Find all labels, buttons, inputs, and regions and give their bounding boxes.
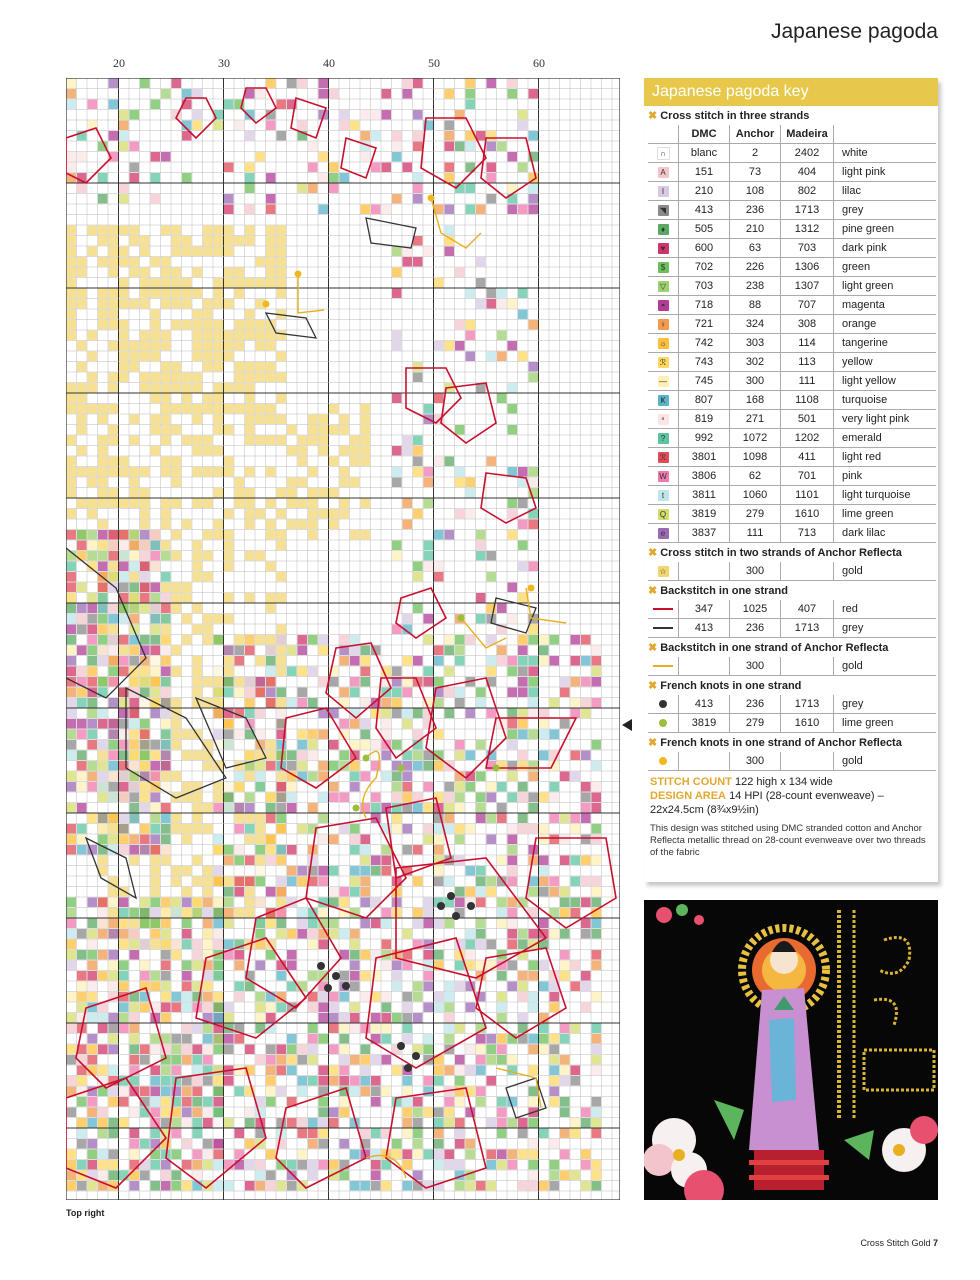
key-section-heading [644, 543, 938, 562]
key-symbol [648, 315, 679, 334]
key-section-title: French knots in one strand of Anchor Reflecta [660, 737, 902, 749]
key-madeira-code: 703 [781, 239, 834, 258]
key-table [648, 125, 936, 543]
symbol-swatch-icon: ♀ [658, 319, 669, 330]
key-anchor-code: 236 [730, 695, 781, 714]
key-madeira-code: 1108 [781, 391, 834, 410]
key-symbol [648, 391, 679, 410]
key-symbol [648, 372, 679, 391]
key-symbol [648, 562, 679, 581]
key-panel [644, 78, 938, 882]
key-madeira-code: 1312 [781, 220, 834, 239]
key-row [648, 752, 936, 771]
key-symbol [648, 277, 679, 296]
key-madeira-code: 1202 [781, 429, 834, 448]
key-colour-name: pink [834, 467, 937, 486]
key-dmc-code: 745 [679, 372, 730, 391]
key-colour-name: lime green [834, 505, 937, 524]
key-madeira-code: 1306 [781, 258, 834, 277]
key-dmc-code: 3801 [679, 448, 730, 467]
cross-icon: ✖ [648, 737, 658, 749]
key-colour-name: light turquoise [834, 486, 937, 505]
key-row [648, 144, 936, 163]
key-column-header: Madeira [781, 125, 834, 144]
key-anchor-code: 279 [730, 714, 781, 733]
key-row [648, 429, 936, 448]
key-symbol [648, 182, 679, 201]
key-dmc-code: 3819 [679, 714, 730, 733]
key-row [648, 619, 936, 638]
key-colour-name: very light pink [834, 410, 937, 429]
symbol-swatch-icon: ♥ [658, 243, 669, 254]
key-anchor-code: 302 [730, 353, 781, 372]
key-dmc-code: 347 [679, 600, 730, 619]
key-row [648, 410, 936, 429]
symbol-swatch-icon: ◥ [658, 205, 669, 216]
key-colour-name: gold [834, 562, 937, 581]
french-knot-dot-icon [659, 700, 667, 708]
key-anchor-code: 73 [730, 163, 781, 182]
key-colour-name: emerald [834, 429, 937, 448]
key-section-title: Backstitch in one strand of Anchor Reflecta [660, 642, 889, 654]
key-colour-name: orange [834, 315, 937, 334]
column-label: 20 [113, 56, 125, 70]
key-dmc-code: 413 [679, 695, 730, 714]
key-madeira-code: 802 [781, 182, 834, 201]
key-dmc-code: 718 [679, 296, 730, 315]
symbol-swatch-icon: Q [658, 509, 669, 520]
key-dmc-code: 819 [679, 410, 730, 429]
symbol-swatch-icon: ♦ [658, 224, 669, 235]
stitch-count-value: 122 high x 134 wide [734, 776, 833, 788]
backstitch-line-icon [653, 608, 673, 610]
key-symbol [648, 296, 679, 315]
symbol-swatch-icon: I [658, 186, 669, 197]
key-dmc-code: 742 [679, 334, 730, 353]
key-dmc-code [679, 562, 730, 581]
key-madeira-code: 1713 [781, 201, 834, 220]
key-dmc-code: 3819 [679, 505, 730, 524]
design-area-value: 14 HPI (28-count evenweave) – 22x24.5cm (8¾x9½in) [650, 790, 884, 816]
key-row [648, 562, 936, 581]
key-anchor-code: 108 [730, 182, 781, 201]
key-colour-name: turquoise [834, 391, 937, 410]
key-row [648, 201, 936, 220]
key-symbol [648, 524, 679, 543]
symbol-swatch-icon: ☆ [659, 567, 667, 576]
key-row [648, 600, 936, 619]
symbol-swatch-icon: e [658, 528, 669, 539]
key-anchor-code: 62 [730, 467, 781, 486]
key-madeira-code: 411 [781, 448, 834, 467]
key-symbol [648, 429, 679, 448]
key-dmc-code: 505 [679, 220, 730, 239]
key-dmc-code: 600 [679, 239, 730, 258]
key-colour-name: white [834, 144, 937, 163]
key-dmc-code: 3837 [679, 524, 730, 543]
cross-icon: ✖ [648, 642, 658, 654]
key-row [648, 315, 936, 334]
key-colour-name: grey [834, 201, 937, 220]
key-madeira-code [781, 752, 834, 771]
page-footer [860, 1238, 938, 1248]
key-symbol [648, 657, 679, 676]
column-label: 60 [533, 56, 545, 70]
key-colour-name: light red [834, 448, 937, 467]
key-symbol [648, 201, 679, 220]
key-symbol [648, 467, 679, 486]
key-colour-name: red [834, 600, 937, 619]
symbol-swatch-icon: ℛ [658, 452, 669, 463]
key-table [648, 695, 936, 733]
key-anchor-code: 210 [730, 220, 781, 239]
key-colour-name: grey [834, 619, 937, 638]
key-symbol [648, 220, 679, 239]
key-anchor-code: 300 [730, 657, 781, 676]
key-madeira-code: 111 [781, 372, 834, 391]
key-dmc-code: 210 [679, 182, 730, 201]
key-symbol [648, 714, 679, 733]
key-row [648, 695, 936, 714]
design-area [644, 789, 938, 817]
key-row [648, 277, 936, 296]
symbol-swatch-icon: — [659, 377, 667, 386]
key-madeira-code: 707 [781, 296, 834, 315]
key-colour-name: light yellow [834, 372, 937, 391]
key-madeira-code: 1610 [781, 714, 834, 733]
symbol-swatch-icon: ▽ [658, 281, 669, 292]
key-dmc-code: blanc [679, 144, 730, 163]
key-anchor-code: 1098 [730, 448, 781, 467]
key-column-header: DMC [679, 125, 730, 144]
key-colour-name: grey [834, 695, 937, 714]
key-symbol [648, 448, 679, 467]
key-colour-name: lime green [834, 714, 937, 733]
key-colour-name: gold [834, 752, 937, 771]
key-symbol [648, 486, 679, 505]
stitching-note: This design was stitched using DMC stranded cotton and Anchor Reflecta metallic thread on 28-count evenweave over two threads of the fabric [650, 823, 926, 858]
key-anchor-code: 63 [730, 239, 781, 258]
stitch-count [644, 771, 938, 789]
key-section-heading [644, 638, 938, 657]
key-table [648, 562, 936, 581]
key-anchor-code: 324 [730, 315, 781, 334]
key-madeira-code: 113 [781, 353, 834, 372]
key-madeira-code: 1101 [781, 486, 834, 505]
key-madeira-code: 713 [781, 524, 834, 543]
key-row [648, 505, 936, 524]
column-label: 30 [218, 56, 230, 70]
column-label: 50 [428, 56, 440, 70]
key-madeira-code [781, 562, 834, 581]
key-symbol [648, 619, 679, 638]
key-row [648, 353, 936, 372]
key-anchor-code: 226 [730, 258, 781, 277]
key-section-title: French knots in one strand [660, 680, 802, 692]
key-dmc-code: 413 [679, 619, 730, 638]
page-number: 7 [932, 1238, 938, 1248]
key-anchor-code: 303 [730, 334, 781, 353]
key-colour-name: magenta [834, 296, 937, 315]
key-section-heading [644, 581, 938, 600]
key-anchor-code: 300 [730, 562, 781, 581]
key-colour-name: pine green [834, 220, 937, 239]
key-row [648, 391, 936, 410]
key-anchor-code: 300 [730, 372, 781, 391]
key-symbol [648, 334, 679, 353]
magazine-name: Cross Stitch Gold [860, 1238, 931, 1248]
symbol-swatch-icon: t [658, 490, 669, 501]
key-madeira-code: 407 [781, 600, 834, 619]
symbol-swatch-icon: ◓ [658, 300, 669, 311]
key-table [648, 752, 936, 771]
key-anchor-code: 168 [730, 391, 781, 410]
key-anchor-code: 1025 [730, 600, 781, 619]
key-symbol [648, 144, 679, 163]
key-row [648, 220, 936, 239]
key-symbol [648, 410, 679, 429]
stitched-design-photo [644, 900, 938, 1200]
key-section-heading [644, 733, 938, 752]
key-symbol [648, 239, 679, 258]
key-row [648, 163, 936, 182]
key-colour-name: lilac [834, 182, 937, 201]
key-colour-name: dark lilac [834, 524, 937, 543]
key-colour-name: green [834, 258, 937, 277]
key-anchor-code: 279 [730, 505, 781, 524]
key-dmc-code: 703 [679, 277, 730, 296]
key-column-header: Anchor [730, 125, 781, 144]
key-row [648, 296, 936, 315]
key-row [648, 239, 936, 258]
key-row [648, 467, 936, 486]
symbol-swatch-icon: W [659, 472, 667, 481]
french-knot-dot-icon [659, 757, 667, 765]
key-anchor-code: 236 [730, 619, 781, 638]
key-colour-name: yellow [834, 353, 937, 372]
key-madeira-code: 1610 [781, 505, 834, 524]
key-row [648, 714, 936, 733]
column-label: 40 [323, 56, 335, 70]
key-section-heading [644, 676, 938, 695]
backstitch-line-icon [653, 665, 673, 667]
key-colour-name: light pink [834, 163, 937, 182]
key-section-title: Cross stitch in two strands of Anchor Reflecta [660, 547, 902, 559]
key-dmc-code: 807 [679, 391, 730, 410]
key-anchor-code: 300 [730, 752, 781, 771]
key-anchor-code: 238 [730, 277, 781, 296]
key-symbol [648, 353, 679, 372]
key-anchor-code: 1060 [730, 486, 781, 505]
key-symbol [648, 258, 679, 277]
key-madeira-code: 114 [781, 334, 834, 353]
key-anchor-code: 88 [730, 296, 781, 315]
key-madeira-code: 2402 [781, 144, 834, 163]
design-area-label: DESIGN AREA [650, 790, 726, 802]
key-symbol [648, 752, 679, 771]
key-madeira-code: 308 [781, 315, 834, 334]
key-madeira-code [781, 657, 834, 676]
key-dmc-code: 721 [679, 315, 730, 334]
key-row [648, 182, 936, 201]
key-section-heading [644, 106, 938, 125]
key-row [648, 372, 936, 391]
symbol-swatch-icon: ⁿ [658, 414, 669, 425]
key-anchor-code: 236 [730, 201, 781, 220]
cross-icon: ✖ [648, 585, 658, 597]
key-madeira-code: 501 [781, 410, 834, 429]
key-row [648, 524, 936, 543]
key-row [648, 657, 936, 676]
key-madeira-code: 1713 [781, 695, 834, 714]
key-anchor-code: 271 [730, 410, 781, 429]
key-dmc-code: 702 [679, 258, 730, 277]
key-symbol [648, 163, 679, 182]
key-symbol [648, 695, 679, 714]
french-knot-dot-icon [659, 719, 667, 727]
symbol-swatch-icon: ∩ [657, 147, 670, 160]
symbol-swatch-icon: ☼ [659, 339, 667, 348]
key-table [648, 657, 936, 676]
key-row [648, 448, 936, 467]
key-section-title: Backstitch in one strand [660, 585, 788, 597]
stitch-count-label: STITCH COUNT [650, 776, 732, 788]
key-anchor-code: 111 [730, 524, 781, 543]
symbol-swatch-icon: Ҝ [658, 395, 669, 406]
key-anchor-code: 2 [730, 144, 781, 163]
key-dmc-code: 3811 [679, 486, 730, 505]
symbol-swatch-icon: $ [658, 262, 669, 273]
key-body [644, 106, 938, 771]
symbol-swatch-icon: ? [658, 433, 669, 444]
key-row [648, 334, 936, 353]
key-madeira-code: 404 [781, 163, 834, 182]
key-dmc-code: 151 [679, 163, 730, 182]
backstitch-line-icon [653, 627, 673, 629]
key-colour-name: dark pink [834, 239, 937, 258]
key-row [648, 486, 936, 505]
cross-icon: ✖ [648, 547, 658, 559]
column-labels [66, 56, 620, 74]
key-dmc-code: 3806 [679, 467, 730, 486]
cross-icon: ✖ [648, 680, 658, 692]
key-dmc-code [679, 657, 730, 676]
key-dmc-code: 413 [679, 201, 730, 220]
chart-caption: Top right [66, 1208, 105, 1218]
key-dmc-code [679, 752, 730, 771]
symbol-swatch-icon: ℛ [658, 357, 669, 368]
key-colour-name: gold [834, 657, 937, 676]
key-row [648, 258, 936, 277]
center-row-marker [622, 719, 632, 731]
key-colour-name: tangerine [834, 334, 937, 353]
key-dmc-code: 992 [679, 429, 730, 448]
key-anchor-code: 1072 [730, 429, 781, 448]
cross-icon: ✖ [648, 110, 658, 122]
key-symbol [648, 505, 679, 524]
key-section-title: Cross stitch in three strands [660, 110, 810, 122]
key-madeira-code: 1307 [781, 277, 834, 296]
key-dmc-code: 743 [679, 353, 730, 372]
page-title: Japanese pagoda [771, 20, 938, 43]
key-table [648, 600, 936, 638]
key-colour-name: light green [834, 277, 937, 296]
cross-stitch-chart [66, 78, 620, 1200]
symbol-swatch-icon: A [658, 167, 669, 178]
key-madeira-code: 1713 [781, 619, 834, 638]
key-title: Japanese pagoda key [644, 78, 938, 106]
key-symbol [648, 600, 679, 619]
key-madeira-code: 701 [781, 467, 834, 486]
